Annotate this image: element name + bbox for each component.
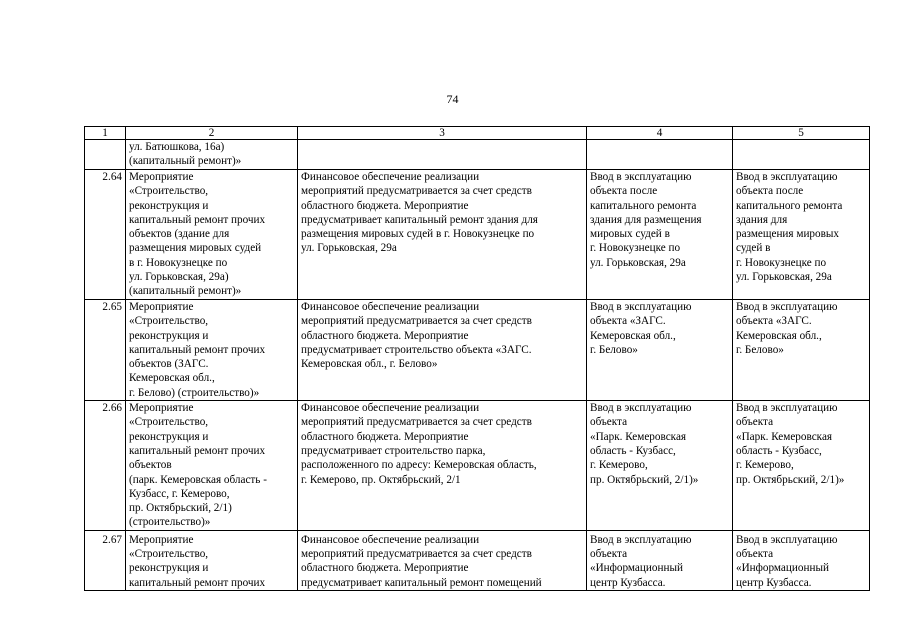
measures-table	[84, 126, 870, 591]
measure-description: Финансовое обеспечение реализации мероприятий предусматривается за счет средств областного бюджета. Мероприятие предусматривает строительство объекта «ЗАГС. Кемеровская обл., г. Белово»	[298, 300, 587, 401]
table-row	[85, 401, 870, 531]
measure-name: Мероприятие «Строительство, реконструкция и капитальный ремонт прочих объектов (ЗАГС. Кемеровская обл., г. Белово) (строительство)»	[126, 300, 298, 401]
table-row	[85, 300, 870, 401]
table-row	[85, 530, 870, 590]
row-number: 2.66	[85, 401, 126, 531]
measure-name: ул. Батюшкова, 16а) (капитальный ремонт)»	[126, 140, 298, 170]
table-row-continuation	[85, 140, 870, 170]
measure-description: Финансовое обеспечение реализации мероприятий предусматривается за счет средств областного бюджета. Мероприятие предусматривает капитальный ремонт помещений	[298, 530, 587, 590]
column-header-2: 2	[126, 127, 298, 140]
expected-result	[587, 140, 733, 170]
expected-result: Ввод в эксплуатацию объекта «ЗАГС. Кемеровская обл., г. Белово»	[587, 300, 733, 401]
column-header-4: 4	[587, 127, 733, 140]
measure-description: Финансовое обеспечение реализации мероприятий предусматривается за счет средств областного бюджета. Мероприятие предусматривает строительство парка, расположенного по адресу: Кемеровская область, г. Кемерово, пр. Октябрьский, 2/1	[298, 401, 587, 531]
measure-name: Мероприятие «Строительство, реконструкция и капитальный ремонт прочих объектов (здание для размещения мировых судей в г. Новокузнецке по ул. Горьковская, 29а) (капитальный ремонт)»	[126, 170, 298, 300]
measure-description	[298, 140, 587, 170]
measure-description: Финансовое обеспечение реализации мероприятий предусматривается за счет средств областного бюджета. Мероприятие предусматривает капитальный ремонт здания для размещения мировых судей в г. Новокузнецке по ул. Горьковская, 29а	[298, 170, 587, 300]
expected-result: Ввод в эксплуатацию объекта «Информационный центр Кузбасса.	[587, 530, 733, 590]
final-result: Ввод в эксплуатацию объекта после капитального ремонта здания для размещения мировых судей в г. Новокузнецке по ул. Горьковская, 29а	[733, 170, 870, 300]
column-header-1: 1	[85, 127, 126, 140]
table-header-row	[85, 127, 870, 140]
final-result: Ввод в эксплуатацию объекта «ЗАГС. Кемеровская обл., г. Белово»	[733, 300, 870, 401]
column-header-3: 3	[298, 127, 587, 140]
final-result: Ввод в эксплуатацию объекта «Парк. Кемеровская область - Кузбасс, г. Кемерово, пр. Октябрьский, 2/1)»	[733, 401, 870, 531]
final-result: Ввод в эксплуатацию объекта «Информационный центр Кузбасса.	[733, 530, 870, 590]
row-number: 2.67	[85, 530, 126, 590]
expected-result: Ввод в эксплуатацию объекта после капитального ремонта здания для размещения мировых судей в г. Новокузнецке по ул. Горьковская, 29а	[587, 170, 733, 300]
expected-result: Ввод в эксплуатацию объекта «Парк. Кемеровская область - Кузбасс, г. Кемерово, пр. Октябрьский, 2/1)»	[587, 401, 733, 531]
row-number: 2.65	[85, 300, 126, 401]
row-number: 2.64	[85, 170, 126, 300]
page-number: 74	[446, 92, 459, 106]
row-number	[85, 140, 126, 170]
final-result	[733, 140, 870, 170]
table-row	[85, 170, 870, 300]
measure-name: Мероприятие «Строительство, реконструкция и капитальный ремонт прочих	[126, 530, 298, 590]
column-header-5: 5	[733, 127, 870, 140]
measure-name: Мероприятие «Строительство, реконструкция и капитальный ремонт прочих объектов (парк. Кемеровская область - Кузбасс, г. Кемерово, пр. Октябрьский, 2/1) (строительство)»	[126, 401, 298, 531]
